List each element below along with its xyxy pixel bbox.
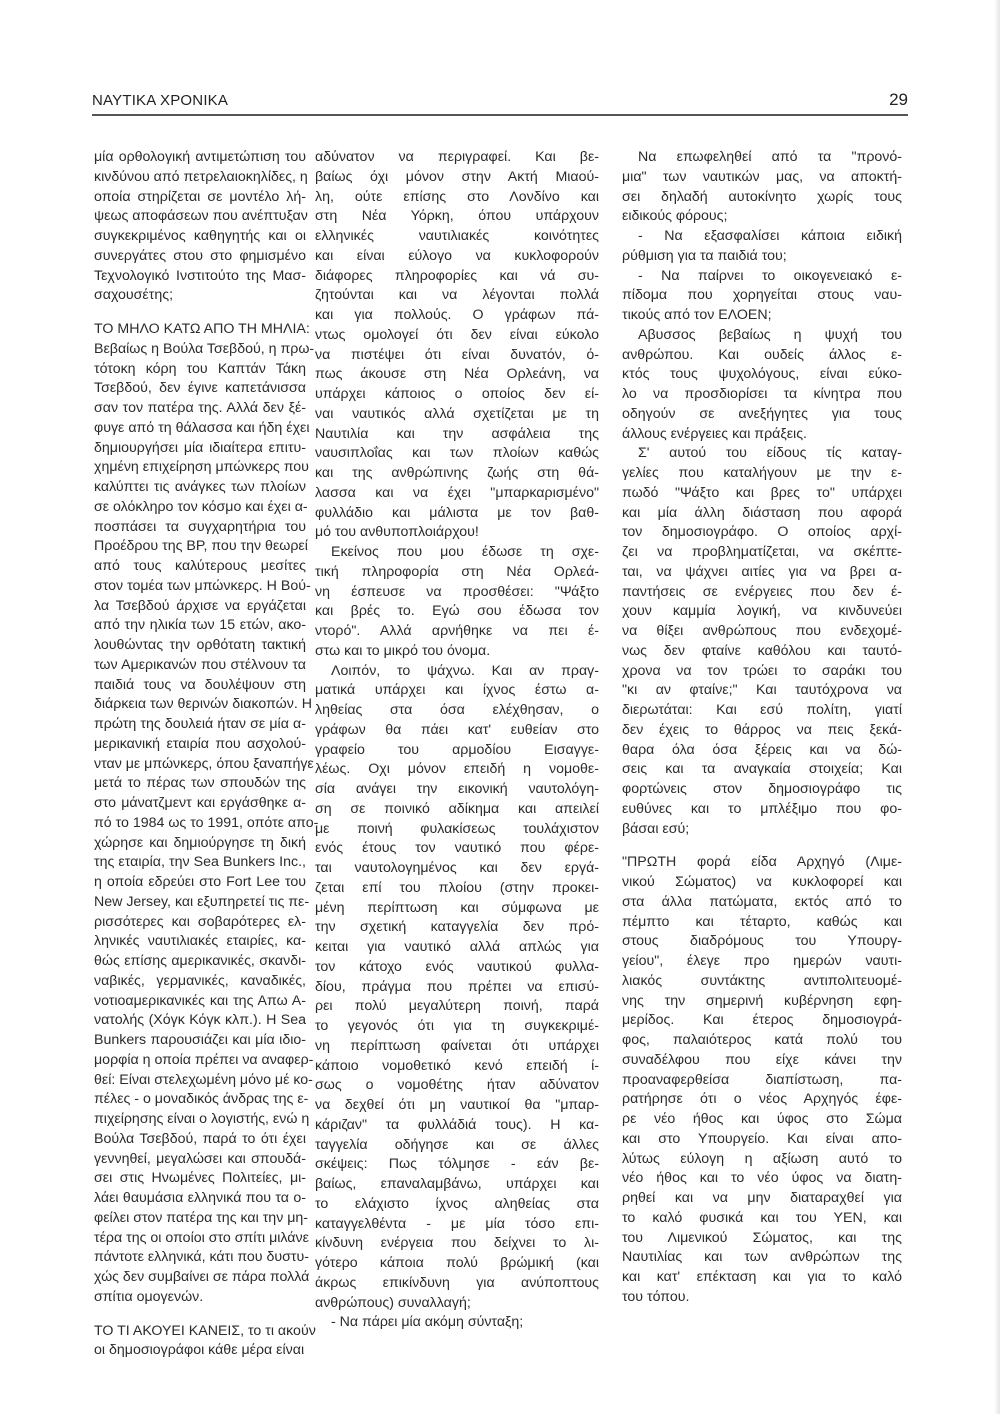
text-line: κτός τους ψυχολόγους, είναι εύκο- (622, 366, 902, 383)
text-line: και μία άλλη διάσταση που αφορά (622, 504, 902, 521)
text-line: ανθρώπου. Και ουδείς άλλος ε- (622, 346, 902, 363)
paragraph (622, 227, 902, 267)
text-line: στους διαδρόμους του Υπουργ- (622, 933, 902, 950)
text-line: ληνικές ναυτιλιακές εταιρίες, κα- (94, 933, 306, 950)
text-line: μένη περίπτωση και σύμφωνα με (315, 899, 599, 916)
text-line: μια" των ναυτικών μας, να αποκτή- (622, 168, 902, 185)
text-line: νατολής (Χόγκ Κόγκ κλπ.). Η Sea (94, 1012, 306, 1029)
text-line: ζητούνται και να λέγονται πολλά (315, 287, 599, 304)
text-line: ληθείας στα όσα ελέχθησαν, ο (315, 702, 599, 718)
text-line: χουν καμμία λογική, να κινδυνεύει (622, 603, 902, 620)
text-line: στα άλλα πατώματα, εκτός από το (622, 893, 902, 910)
page-edge-shadow (994, 0, 1000, 1414)
text-line: γράφων θα πάει κατ' ευθείαν στο (315, 721, 599, 738)
text-line: Σ' αυτού του είδους τίς καταγ- (638, 445, 902, 462)
text-line: οποία στηρίζεται σε μοντέλο λή- (94, 188, 306, 205)
text-line: σεις και τα αναγκαία στοιχεία; Και (622, 761, 902, 778)
text-line: Αβυσσος βεβαίως η ψυχή του (638, 326, 902, 343)
text-line: δίου, πράγμα που πρέπει να επισύ- (315, 978, 599, 995)
column-3 (622, 148, 902, 1308)
text-line: χημένη επιχείρηση μπώνκερς που (94, 459, 309, 476)
text-line: του Λιμενικού Σώματος, και της (622, 1229, 902, 1246)
text-line: λα Τσεβδού άρχισε να εργάζεται (94, 597, 306, 614)
text-line: κειται για ναυτικό αλλά απλώς για (315, 939, 599, 955)
paragraph (315, 148, 599, 543)
text-line: και της ανθρώπινης ζωής στη θά- (315, 465, 599, 481)
text-line: φυλλάδιο και μάλιστα με τον βαθ- (315, 504, 599, 521)
text-line: υπάρχει κάποιος ο οποίος δεν εί- (315, 386, 599, 402)
paragraph (315, 662, 599, 1314)
text-line: πωδό "Ψάξτο και βρες το" υπάρχει (622, 484, 902, 501)
text-line: ρατήρησε ότι ο νέος Αρχηγός έφε- (622, 1091, 902, 1108)
text-line: και είναι εύλογο να κυκλοφορούν (315, 247, 599, 264)
text-line: το γεγονός ότι για τη συγκεκριμέ- (315, 1018, 599, 1034)
text-line: πέμπτο και τέταρτο, καθώς και (622, 913, 902, 930)
text-line: και για πολλούς. Ο γράφων πά- (315, 307, 599, 323)
text-line: καλύπτει τις ανάγκες των πλοίων (94, 479, 306, 495)
running-title: ΝΑΥΤΙΚΑ ΧΡΟΝΙΚΑ (92, 92, 229, 109)
text-line: βαίως όχι μόνον στην Ακτή Μιαού- (315, 168, 599, 185)
text-line: σε ολόκληρο τον κόσμο και έχει α- (94, 498, 308, 515)
text-line: ρύθμιση για τα παιδιά του; (622, 247, 787, 264)
text-line: Bunkers παρουσιάζει και μία ιδιο- (94, 1032, 306, 1048)
text-line: λέως. Οχι μόνον επειδή η νομοθε- (315, 761, 599, 778)
text-line: στο μάνατζμεντ και εργάσθηκε α- (94, 795, 306, 811)
text-line: μετά το πέρας των σπουδών της (94, 775, 306, 792)
text-line: πίδομα που χορηγείται στους ναυ- (622, 287, 902, 304)
text-line: λασσα και να έχει "μπαρκαρισμένο" (315, 484, 599, 501)
text-line: πέλες - ο μοναδικός άνδρας της ε- (94, 1091, 309, 1108)
text-line: ναβικές, γερμανικές, καναδικές, (94, 972, 306, 989)
text-line: δεν έχεις το θάρρος να πεις ξεκά- (622, 721, 902, 738)
text-line: ποσπάσει τα συγχαρητήρια του (94, 518, 306, 535)
text-line: New Jersey, και εξυπηρετεί τις πε- (94, 893, 310, 910)
text-line: από τους καλύτερους μεσίτες (94, 558, 306, 574)
paragraph (622, 326, 902, 445)
text-line: πως άκουσε στη Νέα Ορλεάνη, να (315, 366, 599, 383)
text-line: σαχουσέτης; (94, 287, 174, 304)
text-line: την σχετική καταγγελία δεν πρό- (315, 919, 599, 936)
text-line: φείλει στον πατέρα της και την μη- (94, 1209, 309, 1226)
text-line: νης την σημερινή κυβέρνηση εφη- (622, 992, 902, 1009)
text-line: νη περίπτωση φαίνεται ότι υπάρχει (315, 1037, 599, 1054)
text-line: οι δημοσιογράφοι κάθε μέρα είναι (94, 1342, 305, 1359)
text-line: διερωτάται: Και εσύ πολίτη, γιατί (622, 702, 902, 718)
text-line: στω και το μικρό του όνομα. (315, 642, 491, 659)
text-line: ΤΟ ΤΙ ΑΚΟΥΕΙ ΚΑΝΕΙΣ, το τι ακούν (94, 1322, 316, 1339)
text-line: λιακός συντάκτης αντιπολιτευομέ- (622, 972, 902, 989)
text-line: ζει να προβληματίζεται, να σκέπτε- (622, 544, 902, 560)
text-line: σκέψεις: Πως τόλμησε - εάν βε- (315, 1156, 599, 1173)
text-line: παντήσεις σε ενέργειες που δεν έ- (622, 583, 902, 600)
text-line: ζεται επί του πλοίου (στην προκει- (315, 879, 599, 896)
text-line: βάσαι εσύ; (622, 820, 690, 837)
text-line: σία ανάγει την εικονική ναυτολόγη- (315, 781, 599, 797)
text-line: το ελάχιστο ίχνος αληθείας στα (315, 1195, 599, 1212)
text-line: των Αμερικανών που στέλνουν τα (94, 656, 306, 673)
text-line: τικούς από τον ΕΛΟΕΝ; (622, 307, 772, 323)
paragraph (622, 444, 902, 839)
text-line: τότοκη κόρη του Καπτάν Τάκη (94, 360, 306, 377)
text-line: νέο ήθος και το νέο ύφος να διατη- (622, 1170, 902, 1187)
text-line: στη Νέα Υόρκη, όπου υπάρχουν (315, 208, 599, 225)
text-line: Προέδρου της BP, που την θεωρεί (94, 538, 308, 555)
text-line: τον δημοσιογράφο. Ο οποίος αρχί- (622, 524, 902, 541)
text-line: Ναυτιλίας και των ανθρώπων της (622, 1249, 902, 1266)
text-line: ευθύνες και το μπλέξιμο που φο- (622, 800, 902, 817)
text-line: κάποιο νομοθετικό κενό επειδή ί- (315, 1057, 599, 1074)
text-line: Τσεβδού, δεν έγινε καπετάνισσα (94, 380, 306, 397)
paragraph (94, 320, 319, 1308)
text-line: ντορό". Αλλά αρνήθηκε να πει έ- (315, 623, 599, 639)
text-line: θεί: Είναι στελεχωμένη μόνο μέ κο- (94, 1071, 313, 1088)
text-line: ση σε ποινικό αδίκημα και απειλεί (315, 800, 599, 817)
column-1 (94, 148, 319, 1361)
text-line: γραφείο του αρμοδίου Εισαγγε- (315, 741, 599, 758)
text-line: διάφορες πληροφορίες και νά συ- (315, 267, 599, 284)
text-line: του τόπου. (622, 1288, 690, 1305)
text-line: χώς δεν συμβαίνει σε πάρα πολλά (94, 1269, 310, 1285)
text-line: ναι ναυτικός αλλά σχετίζεται με τη (315, 405, 599, 422)
text-line: ρηθεί και να μην διαταραχθεί για (622, 1190, 902, 1206)
text-line: βαίως, επαναλαμβάνω, υπάρχει και (315, 1176, 599, 1192)
text-line: λο να προσδιορίσει τα κίνητρα που (622, 386, 902, 402)
text-line: διάρκεια των θερινών διακοπών. Η (94, 696, 312, 713)
text-line: φος, παλαιότερος κατά πολύ του (622, 1032, 902, 1048)
text-line: πιχείρησης είναι ο λογιστής, ενώ η (94, 1111, 310, 1127)
text-line: Βούλα Τσεβδού, παρά το ότι έχει (94, 1130, 306, 1147)
text-line: ναυσιπλοΐας και των πλοίων καθώς (315, 445, 599, 462)
paragraph (315, 543, 599, 662)
paragraph (315, 1313, 599, 1333)
paragraph (94, 148, 306, 306)
text-line: νικού Σώματος) να κυκλοφορεί και (622, 874, 902, 890)
text-line: δημιουργήσει μία ιδιαίτερα επιτυ- (94, 439, 306, 456)
text-line: ρισσότερες και σοβαρότερες ελ- (94, 913, 306, 930)
text-line: το καλό φυσικά και του ΥΕΝ, και (622, 1209, 902, 1226)
column-2 (315, 148, 599, 1333)
text-line: μερίδος. Και έτερος δημοσιογρά- (622, 1012, 902, 1029)
text-line: ανθρώπους) συναλλαγή; (315, 1294, 471, 1311)
text-line: νοτιοαμερικανικές και της Απω Α- (94, 992, 306, 1009)
text-line: οδηγούν σε ανεξήγητες για τους (622, 405, 902, 422)
text-line: πρώτη της δουλειά ήταν σε μία α- (94, 716, 306, 732)
text-line: κινδύνου από πετρελαιοκηλίδες, η (94, 168, 308, 185)
text-line: λη, ούτε επίσης στο Λονδίνο και (315, 188, 599, 205)
text-line: μερικανική εταιρία που ασχολού- (94, 735, 306, 752)
text-line: στον τομέα των μπώνκερς. Η Βού- (94, 577, 311, 594)
paragraph-gap (94, 1308, 306, 1322)
text-line: άκρως επικίνδυνη για ανύποπτους (315, 1274, 599, 1291)
text-line: ελληνικές ναυτιλιακές κοινότητες (315, 228, 599, 244)
text-line: σει δηλαδή αυτοκίνητο χωρίς τους (622, 188, 902, 205)
text-line: ειδικούς φόρους; (622, 208, 728, 225)
text-line: ματικά υπάρχει και ίχνος έστω α- (315, 682, 599, 699)
text-line: πό το 1984 ως το 1991, οπότε απο- (94, 814, 319, 831)
text-line: σως ο νομοθέτης ήταν αδύνατον (315, 1077, 599, 1094)
text-line: ψεως αποφάσεων που ανέπτυξαν (94, 208, 308, 225)
text-line: Τεχνολογικό Ινστιτούτο της Μασ- (94, 267, 306, 284)
text-line: να δεχθεί ότι μη ναυτικοί θα "μπαρ- (315, 1097, 599, 1113)
text-line: της εταιρία, την Sea Bunkers Inc., (94, 854, 306, 871)
text-line: τον κάτοχο ενός ναυτικού φυλλα- (315, 958, 599, 975)
text-line: ρει πολύ μεγαλύτερη ποινή, παρά (315, 998, 599, 1015)
text-line: χρονα να τον τρώει το σαράκι του (622, 662, 902, 679)
text-line: με ποινή φυλακίσεως τουλάχιστον (315, 820, 599, 837)
text-line: γείου", έλεγε προ ημερών ναυτι- (622, 953, 902, 969)
paragraph (94, 1322, 316, 1362)
text-line: ΤΟ ΜΗΛΟ ΚΑΤΩ ΑΠΟ ΤΗ ΜΗΛΙΑ: (94, 321, 310, 337)
text-line: λύτως εύλογη η αξίωση αυτό το (622, 1150, 902, 1167)
page-number: 29 (889, 90, 908, 109)
text-line: Λοιπόν, το ψάχνω. Και αν πραγ- (331, 662, 599, 679)
text-line: κάριζαν" τα φυλλάδιά τους). Η κα- (315, 1116, 599, 1133)
text-line: συγκεκριμένος καθηγητής και οι (94, 228, 306, 244)
text-line: σει στις Ηνωμένες Πολιτείες, μι- (94, 1170, 306, 1187)
paragraph (622, 148, 902, 227)
text-line: μία ορθολογική αντιμετώπιση του (94, 149, 306, 165)
text-line: νως δεν φταίνε καθόλου και ταυτό- (622, 642, 902, 659)
text-line: ται ναυτολογημένος και δεν εργά- (315, 860, 599, 876)
text-line: μό του ανθυποπλοιάρχου! (315, 524, 479, 541)
text-line: - Να εξασφαλίσει κάποια ειδική (638, 228, 902, 244)
text-line: να πιστέψει ότι είναι δυνατόν, ό- (315, 346, 599, 363)
text-line: ρε νέο ήθος και ύφος στο Σώμα (622, 1111, 902, 1127)
page-header (92, 90, 908, 114)
paragraph-gap (94, 306, 306, 320)
text-line: "κι αν φταίνε;" Και ταυτόχρονα να (622, 682, 902, 699)
text-line: "ΠΡΩΤΗ φορά είδα Αρχηγό (Λιμε- (622, 854, 902, 871)
header-rule (92, 114, 908, 116)
text-line: τέρα της οι οποίοι στο σπίτι μιλάνε (94, 1229, 309, 1246)
text-line: χώρησε και δημιούργησε τη δική (94, 834, 306, 851)
text-line: αδύνατον να περιγραφεί. Και βε- (315, 149, 599, 165)
paragraph (622, 853, 902, 1307)
text-line: άλλους ενέργειες και πράξεις. (622, 425, 807, 442)
text-line: σαν τον πατέρα της. Αλλά δεν ξέ- (94, 400, 306, 416)
text-line: φυγε από τη θάλασσα και ήδη έχει (94, 419, 310, 436)
text-line: ταγγελία οδήγησε και σε άλλες (315, 1136, 599, 1153)
text-line: και βρές το. Εγώ σου έδωσα τον (315, 603, 599, 620)
text-line: νη έσπευσε να προσθέσει: "Ψάξτο (315, 583, 599, 600)
text-line: Βεβαίως η Βούλα Τσεβδού, η πρω- (94, 340, 315, 357)
text-line: προαναφερθείσα διαπίστωση, πα- (622, 1071, 902, 1088)
text-line: κίνδυνη ενέργεια που δείχνει το λι- (315, 1235, 599, 1252)
text-line: Να επωφεληθεί από τα "προνό- (638, 149, 902, 165)
paragraph-gap (622, 839, 902, 853)
text-line: ντως ομολογεί ότι δεν είναι εύκολο (315, 326, 599, 343)
text-line: η οποία εδρεύει στο Fort Lee του (94, 874, 306, 890)
text-line: γεννηθεί, μεγαλώσει και σπουδά- (94, 1150, 306, 1167)
text-line: Ναυτιλία και την ασφάλεια της (315, 425, 599, 442)
text-line: - Να παίρνει το οικογενειακό ε- (638, 267, 902, 284)
text-line: παιδιά τους να δουλέψουν στη (94, 676, 306, 693)
text-line: - Να πάρει μία ακόμη σύνταξη; (331, 1314, 524, 1331)
text-line: σπίτια ομογενών. (94, 1288, 204, 1305)
text-line: νταν με μπώνκερς, όπου ξαναπήγε (94, 755, 314, 772)
text-line: και στο Υπουργείο. Και είναι απο- (622, 1130, 902, 1147)
text-line: φορτώνεις στον δημοσιογράφο τις (622, 781, 902, 797)
text-line: συνεργάτες στου στο φημισμένο (94, 247, 306, 264)
text-line: μορφία η οποία πρέπει να αναφερ- (94, 1051, 314, 1068)
text-line: Εκείνος που μου έδωσε τη σχε- (331, 544, 599, 560)
text-line: θαρα όλα όσα ξέρεις και να δώ- (622, 741, 902, 758)
text-line: συναδέλφου που είχε κάνει την (622, 1051, 902, 1068)
text-line: τική πληροφορία στη Νέα Ορλεά- (315, 563, 599, 580)
text-line: ενός έτους τον ναυτικό που φέρε- (315, 840, 599, 857)
text-line: γελίες που καταλήγουν με την ε- (622, 465, 902, 481)
text-line: και κατ' επέκταση και για το καλό (622, 1269, 902, 1285)
text-line: λάει θαυμάσια ελληνικά που τα ο- (94, 1190, 306, 1206)
text-line: λουθώντας την ορθότατη τακτική (94, 637, 306, 653)
text-line: καταγγελθέντα - με μία τόσο επι- (315, 1215, 599, 1232)
paragraph (622, 267, 902, 326)
text-line: από την ηλικία των 15 ετών, ακο- (94, 617, 306, 634)
text-line: θώς επίσης αμερικανικές, σκανδι- (94, 953, 306, 969)
text-line: να θίξει ανθρώπους που ενδεχομέ- (622, 623, 902, 639)
text-line: πάντοτε ελληνικά, κάτι που δυστυ- (94, 1249, 310, 1266)
text-line: γότερο κάποια πολύ βρώμική (και (315, 1255, 599, 1271)
text-line: ται, να ψάχνει αιτίες για να βρει α- (622, 563, 902, 580)
